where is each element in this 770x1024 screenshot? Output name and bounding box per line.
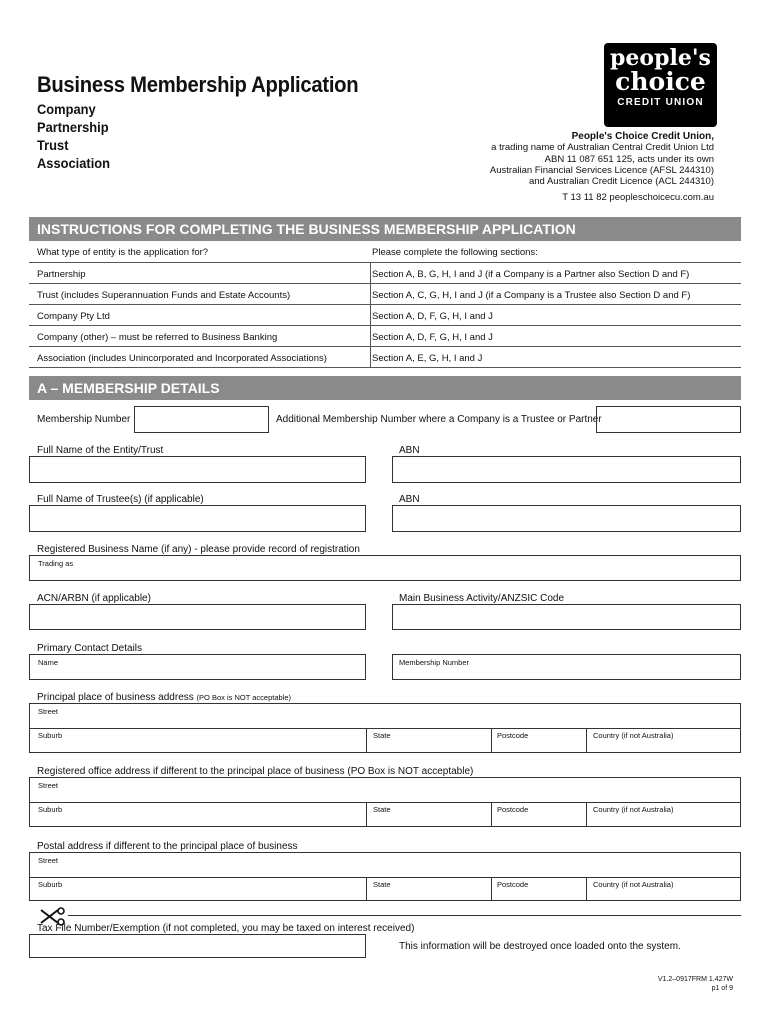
principal-address-title: Principal place of business address bbox=[37, 692, 194, 703]
trading-as-input[interactable] bbox=[29, 555, 741, 581]
main-activity-input[interactable] bbox=[392, 604, 741, 630]
state-label: State bbox=[373, 805, 391, 814]
sections-cell: Section A, E, G, H, I and J bbox=[372, 353, 483, 364]
postcode-label: Postcode bbox=[497, 731, 529, 740]
table-row bbox=[29, 262, 741, 283]
principal-address-block bbox=[29, 703, 741, 753]
sections-cell: Section A, D, F, G, H, I and J bbox=[372, 311, 493, 322]
address-divider bbox=[586, 802, 587, 826]
credit-line-1: People's Choice Credit Union, bbox=[571, 131, 714, 142]
page-number: p1 of 9 bbox=[711, 985, 733, 992]
page-title: Business Membership Application bbox=[37, 72, 359, 97]
country-label: Country (if not Australia) bbox=[593, 731, 674, 740]
contact-details: T 13 11 82 peopleschoicecu.com.au bbox=[562, 192, 714, 203]
principal-address-label bbox=[37, 692, 291, 703]
contact-name-input[interactable] bbox=[29, 654, 366, 680]
cut-line bbox=[68, 915, 741, 916]
trustee-name-input[interactable] bbox=[29, 505, 366, 532]
credit-line-4: Australian Financial Services Licence (AFSL 244310) bbox=[489, 164, 714, 176]
sections-cell: Section A, C, G, H, I and J (if a Company is a Trustee also Section D and F) bbox=[372, 290, 691, 301]
section-a-heading: A – MEMBERSHIP DETAILS bbox=[29, 376, 741, 400]
address-divider bbox=[586, 728, 587, 752]
contact-name-label: Name bbox=[38, 658, 59, 667]
table-divider bbox=[370, 262, 371, 368]
country-label: Country (if not Australia) bbox=[593, 805, 674, 814]
business-name-label: Registered Business Name (if any) - please provide record of registration bbox=[37, 544, 360, 555]
tfn-label: Tax File Number/Exemption (if not completed, you may be taxed on interest received) bbox=[37, 923, 415, 934]
postal-address-label: Postal address if different to the principal place of business bbox=[37, 841, 298, 852]
street-label: Street bbox=[38, 856, 59, 865]
suburb-label: Suburb bbox=[38, 805, 63, 814]
entity-type-list bbox=[37, 100, 110, 172]
state-label: State bbox=[373, 880, 391, 889]
street-label: Street bbox=[38, 781, 59, 790]
entity-cell: Company (other) – must be referred to Business Banking bbox=[37, 332, 278, 343]
sections-cell: Section A, D, F, G, H, I and J bbox=[372, 332, 493, 343]
address-divider bbox=[366, 877, 367, 900]
logo-line-1: people's bbox=[610, 45, 711, 71]
additional-membership-label: Additional Membership Number where a Company is a Trustee or Partner bbox=[276, 414, 602, 425]
acn-label: ACN/ARBN (if applicable) bbox=[37, 593, 151, 604]
additional-membership-input[interactable] bbox=[596, 406, 741, 433]
credit-line-3: ABN 11 087 651 125, acts under its own bbox=[544, 153, 714, 165]
tfn-input[interactable] bbox=[29, 934, 366, 958]
entity-cell: Trust (includes Superannuation Funds and Estate Accounts) bbox=[37, 290, 291, 301]
entity-cell: Partnership bbox=[37, 269, 86, 280]
instructions-col1-header: What type of entity is the application for? bbox=[37, 247, 209, 258]
entity-cell: Company Pty Ltd bbox=[37, 311, 110, 322]
membership-number-label: Membership Number bbox=[37, 414, 131, 425]
trustee-abn-input[interactable] bbox=[392, 505, 741, 532]
address-divider bbox=[366, 728, 367, 752]
address-divider bbox=[30, 802, 740, 803]
table-row bbox=[29, 346, 741, 368]
primary-contact-label: Primary Contact Details bbox=[37, 643, 143, 654]
tfn-note: This information will be destroyed once loaded onto the system. bbox=[399, 941, 681, 952]
trading-as-label: Trading as bbox=[38, 559, 74, 568]
entity-type-trust: Trust bbox=[37, 137, 69, 153]
address-divider bbox=[491, 877, 492, 900]
address-divider bbox=[366, 802, 367, 826]
acn-input[interactable] bbox=[29, 604, 366, 630]
page-footer bbox=[658, 975, 733, 993]
form-code: V1.2–0917FRM 1.427W bbox=[657, 976, 733, 983]
street-label: Street bbox=[38, 707, 59, 716]
address-divider bbox=[30, 728, 740, 729]
main-activity-label: Main Business Activity/ANZSIC Code bbox=[399, 593, 565, 604]
logo-line-3: CREDIT UNION bbox=[617, 97, 704, 108]
table-row bbox=[29, 283, 741, 304]
credit-line-5: and Australian Credit Licence (ACL 244310) bbox=[528, 176, 714, 188]
address-divider bbox=[586, 877, 587, 900]
logo-line-2: choice bbox=[615, 67, 706, 96]
registered-office-block bbox=[29, 777, 741, 827]
credit-union-details bbox=[490, 131, 714, 187]
abn-label: ABN bbox=[399, 445, 420, 456]
table-row bbox=[29, 325, 741, 346]
trustee-abn-label: ABN bbox=[399, 494, 420, 505]
postal-address-block bbox=[29, 852, 741, 901]
credit-line-2: a trading name of Australian Central Credit Union Ltd bbox=[491, 142, 714, 154]
abn-input[interactable] bbox=[392, 456, 741, 483]
membership-number-input[interactable] bbox=[134, 406, 269, 433]
contact-membership-label: Membership Number bbox=[399, 658, 470, 667]
principal-address-note: (PO Box is NOT acceptable) bbox=[196, 693, 292, 702]
postcode-label: Postcode bbox=[497, 805, 529, 814]
state-label: State bbox=[373, 731, 391, 740]
suburb-label: Suburb bbox=[38, 731, 63, 740]
suburb-label: Suburb bbox=[38, 880, 63, 889]
address-divider bbox=[491, 728, 492, 752]
peoples-choice-logo bbox=[604, 43, 717, 127]
table-row bbox=[29, 304, 741, 325]
entity-name-input[interactable] bbox=[29, 456, 366, 483]
trustee-name-label: Full Name of Trustee(s) (if applicable) bbox=[37, 494, 204, 505]
entity-type-partnership: Partnership bbox=[37, 119, 109, 135]
country-label: Country (if not Australia) bbox=[593, 880, 674, 889]
address-divider bbox=[30, 877, 740, 878]
registered-office-label: Registered office address if different to the principal place of business (PO Box is NOT acceptable) bbox=[37, 766, 474, 777]
entity-name-label: Full Name of the Entity/Trust bbox=[37, 445, 164, 456]
sections-cell: Section A, B, G, H, I and J (if a Company is a Partner also Section D and F) bbox=[372, 269, 690, 280]
entity-type-association: Association bbox=[37, 155, 111, 171]
address-divider bbox=[491, 802, 492, 826]
postcode-label: Postcode bbox=[497, 880, 529, 889]
entity-cell: Association (includes Unincorporated and Incorporated Associations) bbox=[37, 353, 327, 364]
instructions-heading: INSTRUCTIONS FOR COMPLETING THE BUSINESS MEMBERSHIP APPLICATION bbox=[29, 217, 741, 241]
entity-type-company: Company bbox=[37, 101, 96, 117]
instructions-col2-header: Please complete the following sections: bbox=[372, 247, 538, 258]
contact-membership-input[interactable] bbox=[392, 654, 741, 680]
